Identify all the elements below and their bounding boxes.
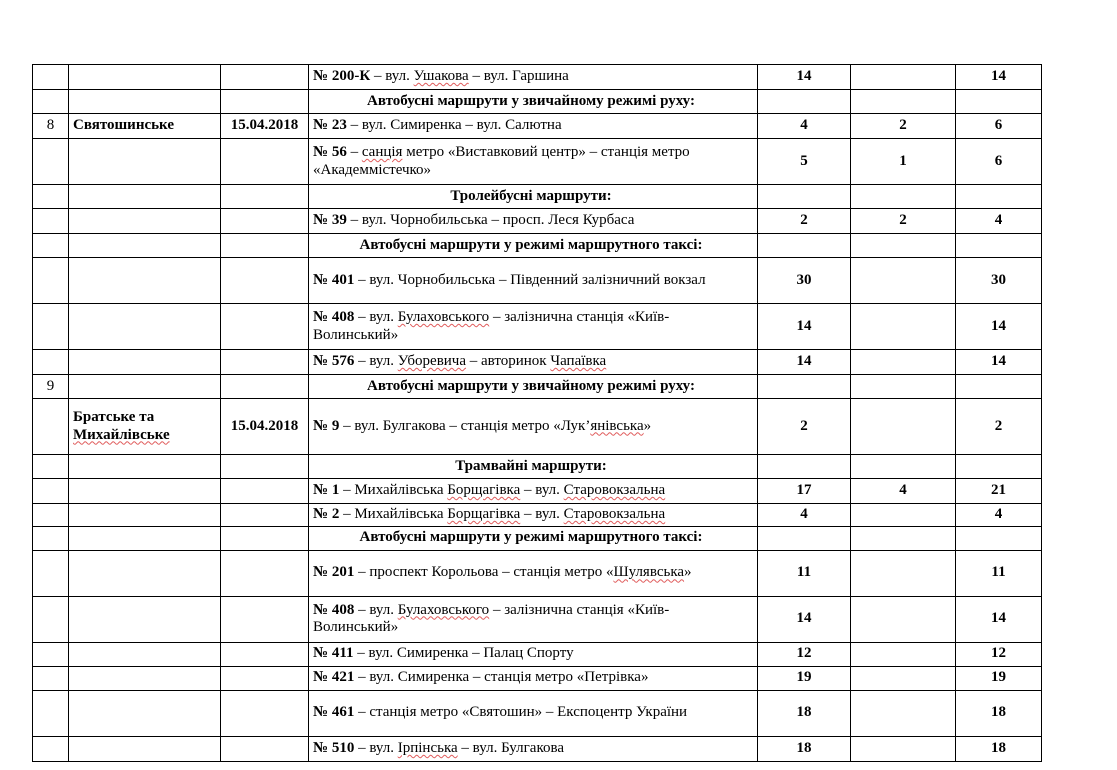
spellcheck-word: Михайлівське [73, 426, 170, 443]
cell-index [33, 399, 69, 455]
cell-district [69, 455, 221, 479]
cell-date [221, 90, 309, 114]
cell-section-header: Автобусні маршрути у режимі маршрутного таксі: [309, 234, 758, 258]
cell-date [221, 304, 309, 350]
cell-value-3: 21 [956, 479, 1042, 504]
cell-value-2 [851, 399, 956, 455]
route-number: № 510 [313, 739, 355, 756]
cell-index [33, 350, 69, 375]
cell-value-2 [851, 666, 956, 690]
cell-value-2 [851, 350, 956, 375]
cell-value-1: 5 [758, 139, 851, 185]
cell-value-3 [956, 375, 1042, 399]
route-number: № 401 [313, 271, 355, 288]
cell-route [309, 350, 758, 375]
cell-date [221, 550, 309, 596]
cell-value-2 [851, 375, 956, 399]
cell-district [69, 185, 221, 209]
cell-value-3: 4 [956, 209, 1042, 234]
cell-date [221, 139, 309, 185]
cell-value-3: 2 [956, 399, 1042, 455]
route-number: № 1 [313, 482, 340, 499]
cell-route [309, 139, 758, 185]
cell-value-3: 6 [956, 139, 1042, 185]
cell-route [309, 736, 758, 761]
table-row [33, 399, 1042, 455]
route-number: № 576 [313, 353, 355, 370]
cell-value-1: 14 [758, 304, 851, 350]
spellcheck-word: Ірпінська [397, 739, 458, 756]
route-number: № 408 [313, 308, 355, 325]
cell-district [69, 550, 221, 596]
cell-value-2 [851, 690, 956, 736]
cell-value-1: 4 [758, 504, 851, 527]
cell-value-2 [851, 258, 956, 304]
cell-district [69, 504, 221, 527]
cell-route [309, 399, 758, 455]
cell-value-3 [956, 455, 1042, 479]
table-row [33, 642, 1042, 666]
cell-district [69, 736, 221, 761]
cell-value-1 [758, 455, 851, 479]
cell-value-3: 14 [956, 304, 1042, 350]
route-description: – вул. Булаховського – залізнична станція «Київ-Волинський» [313, 601, 670, 636]
cell-value-3: 14 [956, 350, 1042, 375]
spellcheck-word: Булаховського [397, 308, 490, 325]
spellcheck-word: Ушакова [413, 68, 469, 85]
cell-district [69, 139, 221, 185]
cell-value-2 [851, 185, 956, 209]
cell-value-1: 2 [758, 399, 851, 455]
cell-date [221, 65, 309, 90]
cell-index [33, 526, 69, 550]
cell-value-2: 1 [851, 139, 956, 185]
cell-value-1 [758, 90, 851, 114]
cell-value-1: 12 [758, 642, 851, 666]
table-row [33, 596, 1042, 642]
cell-date [221, 596, 309, 642]
cell-date [221, 258, 309, 304]
cell-value-1 [758, 234, 851, 258]
cell-district [69, 65, 221, 90]
cell-district [69, 642, 221, 666]
cell-value-2 [851, 304, 956, 350]
cell-value-2: 2 [851, 209, 956, 234]
spellcheck-word: Старовокзальна [563, 482, 666, 499]
cell-value-3: 14 [956, 65, 1042, 90]
cell-section-header: Автобусні маршрути у звичайному режимі руху: [309, 375, 758, 399]
cell-index [33, 234, 69, 258]
cell-value-1: 4 [758, 114, 851, 139]
route-description: – проспект Корольова – станція метро «Шулявська» [354, 564, 692, 581]
table-row [33, 666, 1042, 690]
cell-date [221, 350, 309, 375]
cell-district [69, 234, 221, 258]
table-row [33, 209, 1042, 234]
table-row [33, 90, 1042, 114]
cell-value-3: 4 [956, 504, 1042, 527]
cell-value-2: 2 [851, 114, 956, 139]
cell-value-1: 30 [758, 258, 851, 304]
cell-value-1: 18 [758, 690, 851, 736]
cell-value-2 [851, 642, 956, 666]
cell-value-3: 11 [956, 550, 1042, 596]
cell-index [33, 455, 69, 479]
spellcheck-word: Старовокзальна [563, 506, 666, 522]
table-row [33, 526, 1042, 550]
spellcheck-word: янівська [590, 417, 644, 434]
table-row [33, 304, 1042, 350]
cell-index [33, 666, 69, 690]
cell-index [33, 504, 69, 527]
cell-route [309, 304, 758, 350]
cell-index [33, 209, 69, 234]
spellcheck-word: Борщагівка [447, 482, 521, 499]
cell-value-2 [851, 234, 956, 258]
cell-date: 15.04.2018 [221, 399, 309, 455]
route-description: – вул. Чорнобильська – Південний залізничний вокзал [354, 271, 706, 288]
route-description: – санція метро «Виставковий центр» – станція метро «Академмістечко» [313, 143, 690, 178]
cell-value-2: 4 [851, 479, 956, 504]
cell-section-header: Автобусні маршрути у звичайному режимі руху: [309, 90, 758, 114]
table-row [33, 65, 1042, 90]
cell-route [309, 114, 758, 139]
table-row [33, 114, 1042, 139]
table-row [33, 690, 1042, 736]
cell-value-2 [851, 736, 956, 761]
cell-value-2 [851, 65, 956, 90]
route-description: – Михайлівська Борщагівка – вул. Старовокзальна [339, 506, 666, 522]
cell-date [221, 234, 309, 258]
cell-value-3: 30 [956, 258, 1042, 304]
cell-index: 9 [33, 375, 69, 399]
cell-route [309, 690, 758, 736]
spellcheck-word: Булаховського [397, 601, 490, 618]
cell-index [33, 65, 69, 90]
route-description: – Михайлівська Борщагівка – вул. Старовокзальна [339, 482, 666, 499]
cell-date [221, 209, 309, 234]
table-row [33, 736, 1042, 761]
route-number: № 408 [313, 601, 355, 618]
cell-value-2 [851, 596, 956, 642]
cell-date [221, 690, 309, 736]
table-row [33, 185, 1042, 209]
table-row [33, 504, 1042, 527]
cell-value-3 [956, 234, 1042, 258]
table-row [33, 479, 1042, 504]
cell-route [309, 666, 758, 690]
route-number: № 9 [313, 417, 340, 434]
route-description: – станція метро «Святошин» – Експоцентр України [354, 704, 688, 721]
cell-date [221, 526, 309, 550]
route-number: № 200-К [313, 68, 371, 85]
cell-date: 15.04.2018 [221, 114, 309, 139]
cell-index: 8 [33, 114, 69, 139]
cell-route [309, 504, 758, 527]
cell-value-2 [851, 90, 956, 114]
spellcheck-word: Уборевича [397, 353, 467, 370]
cell-value-1: 14 [758, 350, 851, 375]
route-description: – вул. Ірпінська – вул. Булгакова [354, 739, 565, 756]
cell-route [309, 65, 758, 90]
cell-date [221, 666, 309, 690]
cell-index [33, 690, 69, 736]
cell-value-1 [758, 375, 851, 399]
cell-district [69, 209, 221, 234]
cell-date [221, 504, 309, 527]
cell-value-1 [758, 526, 851, 550]
cell-district [69, 90, 221, 114]
cell-value-2 [851, 504, 956, 527]
cell-value-3: 12 [956, 642, 1042, 666]
route-description: – вул. Симиренка – Палац Спорту [353, 645, 574, 662]
cell-value-1 [758, 185, 851, 209]
route-number: № 411 [313, 645, 354, 662]
cell-value-1: 17 [758, 479, 851, 504]
route-number: № 421 [313, 669, 355, 686]
route-description: – вул. Симиренка – станція метро «Петрівка» [354, 669, 649, 686]
cell-value-3 [956, 90, 1042, 114]
transport-routes-table [32, 64, 1042, 762]
route-number: № 23 [313, 117, 347, 134]
cell-index [33, 550, 69, 596]
table-body [33, 65, 1042, 762]
spellcheck-word: Шулявська [613, 564, 685, 581]
cell-value-1: 11 [758, 550, 851, 596]
cell-index [33, 642, 69, 666]
cell-index [33, 596, 69, 642]
cell-route [309, 479, 758, 504]
cell-index [33, 479, 69, 504]
cell-date [221, 455, 309, 479]
cell-date [221, 185, 309, 209]
cell-section-header: Тролейбусні маршрути: [309, 185, 758, 209]
cell-date [221, 736, 309, 761]
route-description: – вул. Чорнобильська – просп. Леся Курбаса [346, 212, 635, 229]
route-number: № 2 [313, 506, 340, 522]
cell-value-3: 14 [956, 596, 1042, 642]
cell-section-header: Трамвайні маршрути: [309, 455, 758, 479]
cell-value-2 [851, 526, 956, 550]
cell-district [69, 596, 221, 642]
cell-district [69, 666, 221, 690]
cell-district: Братське та Михайлівське [69, 399, 221, 455]
cell-value-3: 18 [956, 690, 1042, 736]
cell-value-3 [956, 526, 1042, 550]
route-description: – вул. Булаховського – залізнична станція «Київ-Волинський» [313, 308, 670, 343]
route-number: № 56 [313, 143, 347, 160]
cell-value-1: 19 [758, 666, 851, 690]
cell-route [309, 596, 758, 642]
cell-index [33, 736, 69, 761]
cell-date [221, 375, 309, 399]
cell-value-3 [956, 185, 1042, 209]
route-description: – вул. Ушакова – вул. Гаршина [370, 68, 569, 85]
table-row [33, 455, 1042, 479]
cell-date [221, 479, 309, 504]
cell-district: Святошинське [69, 114, 221, 139]
cell-route [309, 642, 758, 666]
cell-route [309, 209, 758, 234]
cell-value-1: 14 [758, 65, 851, 90]
spellcheck-word: Чапаївка [550, 353, 607, 370]
cell-route [309, 550, 758, 596]
spellcheck-word: Борщагівка [447, 506, 521, 522]
cell-district [69, 350, 221, 375]
cell-district [69, 690, 221, 736]
cell-section-header: Автобусні маршрути у режимі маршрутного таксі: [309, 526, 758, 550]
cell-value-3: 19 [956, 666, 1042, 690]
cell-district [69, 375, 221, 399]
cell-index [33, 304, 69, 350]
cell-index [33, 258, 69, 304]
route-number: № 201 [313, 564, 355, 581]
cell-district [69, 258, 221, 304]
table-row [33, 139, 1042, 185]
route-description: – вул. Уборевича – авторинок Чапаївка [354, 353, 607, 370]
table-row [33, 258, 1042, 304]
cell-value-1: 2 [758, 209, 851, 234]
table-row [33, 375, 1042, 399]
cell-value-2 [851, 550, 956, 596]
table-row [33, 550, 1042, 596]
cell-district [69, 526, 221, 550]
spellcheck-word: санція [361, 143, 403, 160]
cell-date [221, 642, 309, 666]
cell-district [69, 304, 221, 350]
table-row [33, 350, 1042, 375]
cell-value-3: 6 [956, 114, 1042, 139]
cell-index [33, 185, 69, 209]
cell-district [69, 479, 221, 504]
cell-index [33, 90, 69, 114]
route-description: – вул. Симиренка – вул. Салютна [346, 117, 562, 134]
cell-route [309, 258, 758, 304]
cell-value-1: 14 [758, 596, 851, 642]
cell-value-2 [851, 455, 956, 479]
cell-value-3: 18 [956, 736, 1042, 761]
route-description: – вул. Булгакова – станція метро «Лук’янівська» [339, 417, 652, 434]
cell-value-1: 18 [758, 736, 851, 761]
route-number: № 461 [313, 704, 355, 721]
route-number: № 39 [313, 212, 347, 229]
cell-index [33, 139, 69, 185]
table-row [33, 234, 1042, 258]
